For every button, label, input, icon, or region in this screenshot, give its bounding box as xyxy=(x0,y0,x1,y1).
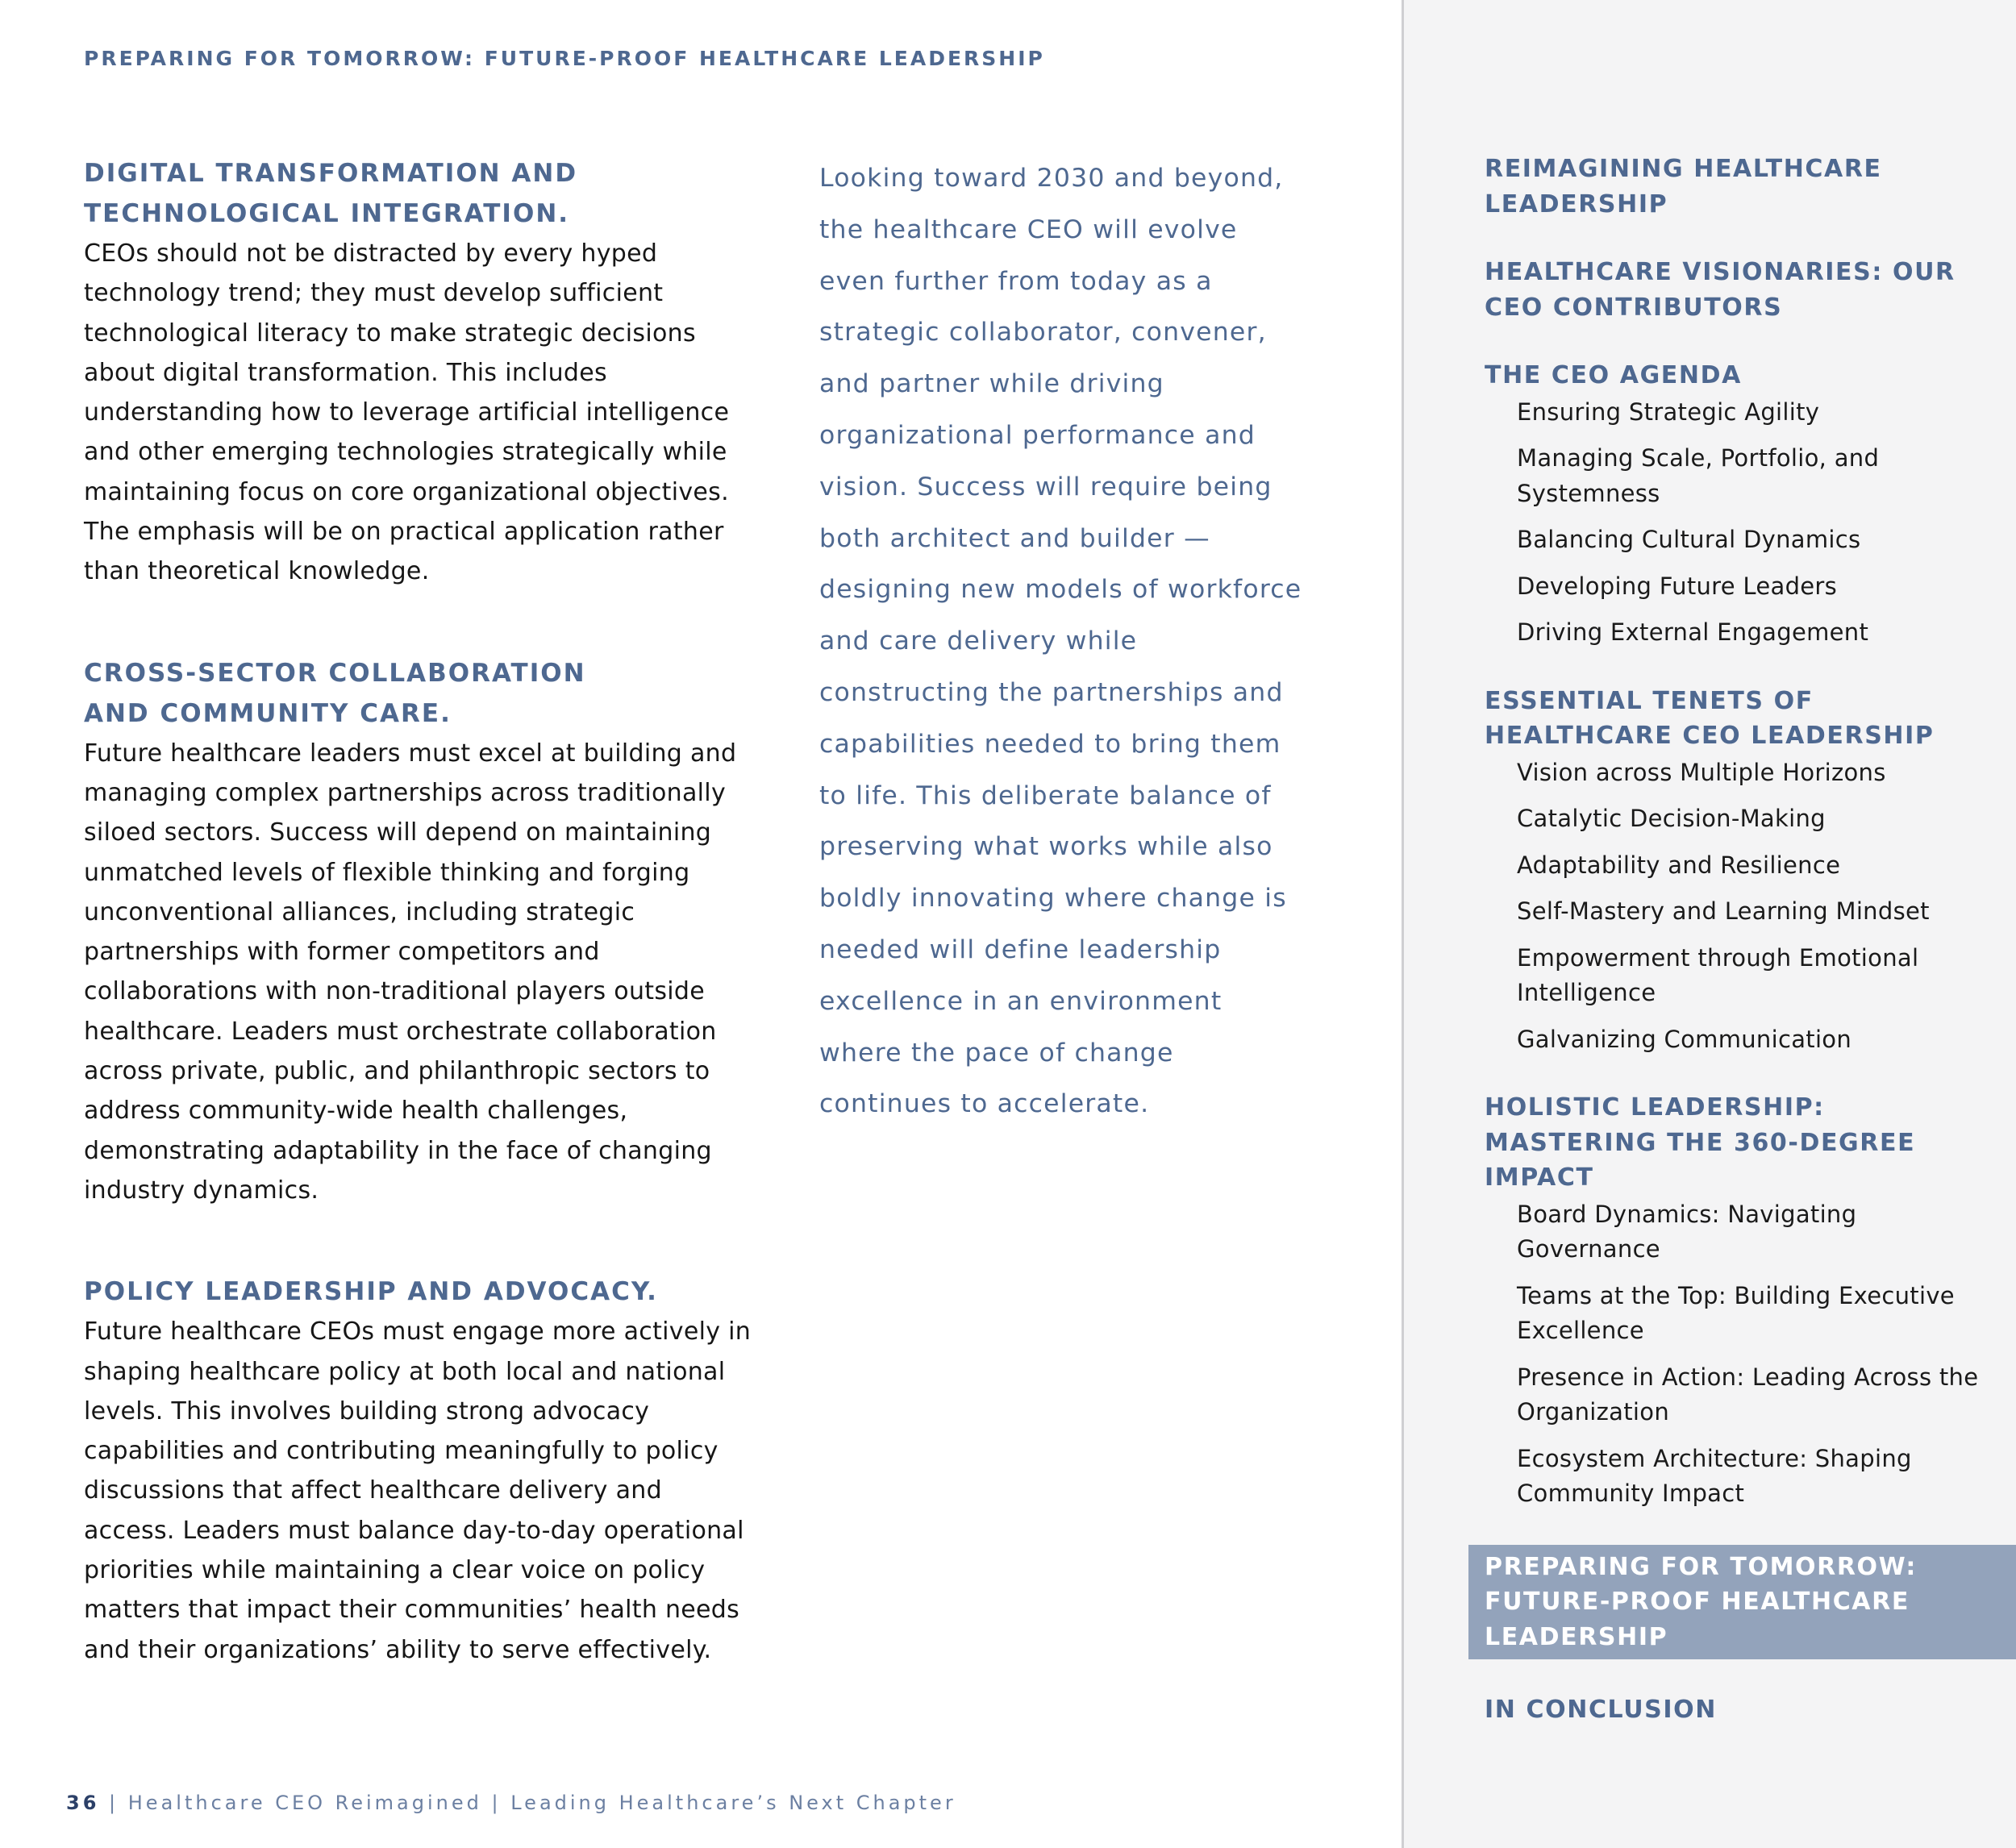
toc-item[interactable]: Teams at the Top: Building Executive Excellence xyxy=(1517,1281,1955,1344)
page-footer xyxy=(66,1792,956,1814)
toc-item[interactable]: Driving External Engagement xyxy=(1517,618,1869,646)
toc-item[interactable]: Galvanizing Communication xyxy=(1517,1025,1852,1053)
section-body: Future healthcare leaders must excel at building and managing complex partnerships across traditionally siloed sectors. Success will depend on maintaining unmatched levels of flexible thinking and forging unconventional alliances, including strategic partnerships with former competitors and collaborations with non-traditional players outside healthcare. Leaders must orchestrate collaboration across private, public, and philanthropic sectors to address community-wide health challenges, demonstrating adaptability in the face of changing industry dynamics. xyxy=(84,739,737,1205)
toc-link-holistic-leadership[interactable]: HOLISTIC LEADERSHIP: MASTERING THE 360-DEGREE IMPACT xyxy=(1485,1093,1916,1192)
toc-sublist-ceo-agenda xyxy=(1404,395,2016,651)
footer-text: | Healthcare CEO Reimagined | Leading Healthcare’s Next Chapter xyxy=(109,1792,956,1814)
section-cross-sector xyxy=(84,653,753,1211)
section-title: POLICY LEADERSHIP AND ADVOCACY. xyxy=(84,1277,658,1307)
body-column xyxy=(84,153,753,1731)
toc-item[interactable]: Catalytic Decision-Making xyxy=(1517,805,1826,832)
toc-item[interactable]: Vision across Multiple Horizons xyxy=(1517,758,1886,786)
toc-item[interactable]: Managing Scale, Portfolio, and Systemness xyxy=(1517,444,1880,507)
toc-link-ceo-agenda[interactable]: THE CEO AGENDA xyxy=(1485,361,1742,389)
toc-item[interactable]: Adaptability and Resilience xyxy=(1517,851,1841,879)
toc-item[interactable]: Ensuring Strategic Agility xyxy=(1517,397,1820,426)
toc-item[interactable]: Self-Mastery and Learning Mindset xyxy=(1517,897,1930,925)
toc-item[interactable]: Board Dynamics: Navigating Governance xyxy=(1517,1200,1857,1263)
toc-item[interactable]: Developing Future Leaders xyxy=(1517,572,1838,600)
toc-link-in-conclusion[interactable]: IN CONCLUSION xyxy=(1485,1696,1717,1724)
toc-sidebar xyxy=(1402,0,2016,1848)
toc-link-visionaries[interactable]: HEALTHCARE VISIONARIES: OUR CEO CONTRIBUTORS xyxy=(1485,258,1956,322)
pull-quote: Looking toward 2030 and beyond, the healthcare CEO will evolve even further from today as a strategic collaborator, convener, and partner while driving organizational performance and vision. Success will require being both architect and builder — designing new models of workforce and care delivery while constructing the partnerships and capabilities needed to bring them to life. This deliberate balance of preserving what works while also boldly innovating where change is needed will define leadership excellence in an environment where the pace of change continues to accelerate. xyxy=(819,164,1302,1119)
toc-sublist-essential-tenets xyxy=(1404,755,2016,1058)
section-body: CEOs should not be distracted by every hyped technology trend; they must develop sufficient technological literacy to make strategic decisions about digital transformation. This includes understanding how to leverage artificial intelligence and other emerging technologies strategically while maintaining focus on core organizational objectives. The emphasis will be on practical application rather than theoretical knowledge. xyxy=(84,239,730,586)
toc-link-essential-tenets[interactable]: ESSENTIAL TENETS OF HEALTHCARE CEO LEADERSHIP xyxy=(1485,686,1935,750)
section-body: Future healthcare CEOs must engage more actively in shaping healthcare policy at both local and national levels. This involves building strong advocacy capabilities and contributing meaningfully to policy discussions that affect healthcare delivery and access. Leaders must balance day-to-day operational priorities while maintaining a clear voice on policy matters that impact their communities’ health needs and their organizations’ ability to serve effectively. xyxy=(84,1317,752,1664)
toc-item[interactable]: Balancing Cultural Dynamics xyxy=(1517,526,1861,553)
section-policy-leadership xyxy=(84,1272,753,1670)
toc-item[interactable]: Presence in Action: Leading Across the Organization xyxy=(1517,1363,1979,1426)
toc-item[interactable]: Empowerment through Emotional Intelligence xyxy=(1517,943,1919,1006)
toc-link-preparing-for-tomorrow-active[interactable]: PREPARING FOR TOMORROW: FUTURE-PROOF HEALTHCARE LEADERSHIP xyxy=(1468,1545,2016,1660)
toc-sublist-holistic-leadership xyxy=(1404,1197,2016,1512)
running-head: PREPARING FOR TOMORROW: FUTURE-PROOF HEALTHCARE LEADERSHIP xyxy=(84,47,1045,70)
table-of-contents xyxy=(1404,152,2016,1728)
section-title: DIGITAL TRANSFORMATION AND TECHNOLOGICAL INTEGRATION. xyxy=(84,159,578,228)
toc-item[interactable]: Ecosystem Architecture: Shaping Community Impact xyxy=(1517,1444,1912,1507)
section-title: CROSS-SECTOR COLLABORATION AND COMMUNITY CARE. xyxy=(84,658,586,728)
toc-link-reimagining[interactable]: REIMAGINING HEALTHCARE LEADERSHIP xyxy=(1485,155,1882,219)
section-digital-transformation xyxy=(84,153,753,592)
page-number: 36 xyxy=(66,1792,100,1814)
